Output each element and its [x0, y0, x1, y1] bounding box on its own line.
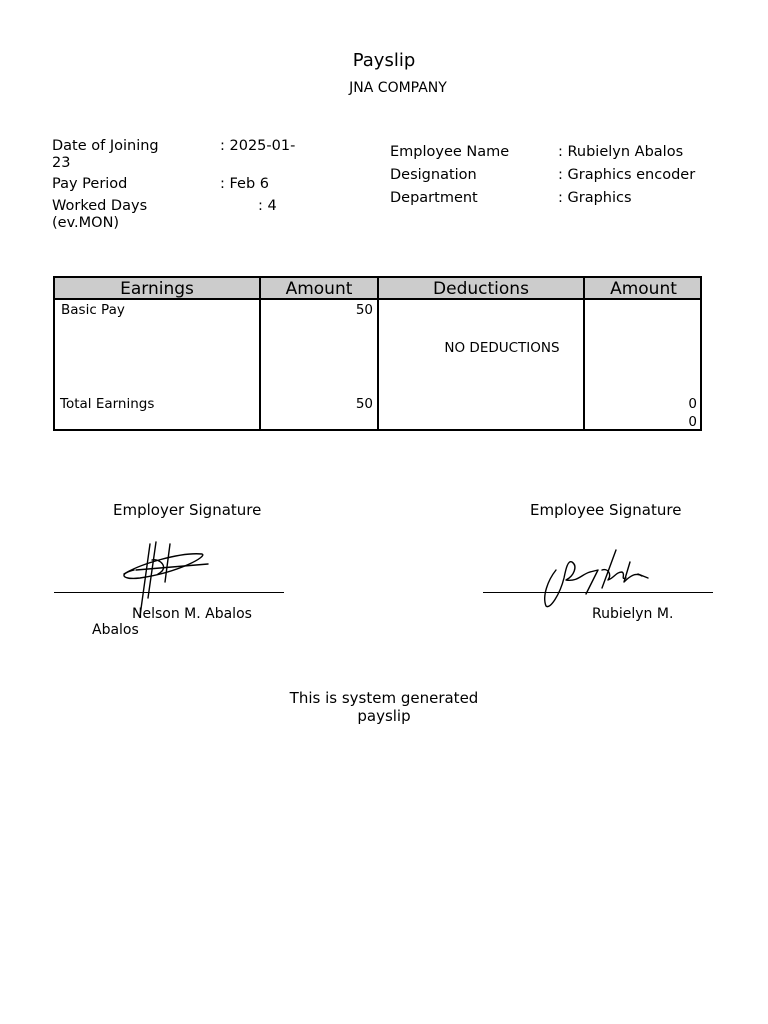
- department-label: Department: [390, 190, 478, 206]
- employer-signature-label: Employer Signature: [113, 501, 262, 519]
- pay-period-value: : Feb 6: [220, 176, 270, 192]
- employer-name-cont: Abalos: [92, 622, 139, 638]
- no-deductions-text: NO DEDUCTIONS: [444, 340, 560, 356]
- joining-value-cont: 23: [52, 155, 71, 171]
- footer-line: This is system generated: [289, 689, 479, 707]
- payslip-table: [53, 276, 702, 431]
- header-deductions: Deductions: [433, 279, 529, 299]
- total-deductions-cont: 0: [688, 414, 697, 430]
- worked-days-label: Worked Days: [52, 198, 148, 214]
- total-earnings-amount: 50: [355, 396, 373, 412]
- employee-signature-image: [538, 544, 653, 614]
- system-generated-note: [0, 689, 768, 725]
- employee-name-label: Employee Name: [390, 144, 510, 160]
- department-value: : Graphics: [558, 190, 632, 206]
- employer-name: Nelson M. Abalos: [132, 606, 252, 622]
- joining-label: Date of Joining: [52, 138, 159, 154]
- employee-signature-line: [483, 592, 713, 593]
- worked-days-note: (ev.MON): [52, 215, 120, 231]
- company-name: JNA COMPANY: [349, 80, 447, 96]
- designation-value: : Graphics encoder: [558, 167, 696, 183]
- header-deduction-amount: Amount: [610, 279, 677, 299]
- page-title: Payslip: [352, 50, 416, 71]
- header-amount: Amount: [285, 279, 353, 299]
- employer-signature-line: [54, 592, 284, 593]
- basic-pay-amount: 50: [355, 302, 373, 318]
- employee-name-value: : Rubielyn Abalos: [558, 144, 684, 160]
- basic-pay-label: Basic Pay: [61, 302, 125, 318]
- pay-period-label: Pay Period: [52, 176, 128, 192]
- total-earnings-label: Total Earnings: [60, 396, 155, 412]
- employee-name: Rubielyn M.: [592, 606, 674, 622]
- header-earnings: Earnings: [120, 279, 194, 299]
- worked-days-value: : 4: [258, 198, 277, 214]
- joining-value: : 2025-01-: [220, 138, 296, 154]
- designation-label: Designation: [390, 167, 477, 183]
- total-deductions: 0: [688, 396, 697, 412]
- footer-line: payslip: [357, 707, 411, 725]
- employee-signature-label: Employee Signature: [530, 501, 682, 519]
